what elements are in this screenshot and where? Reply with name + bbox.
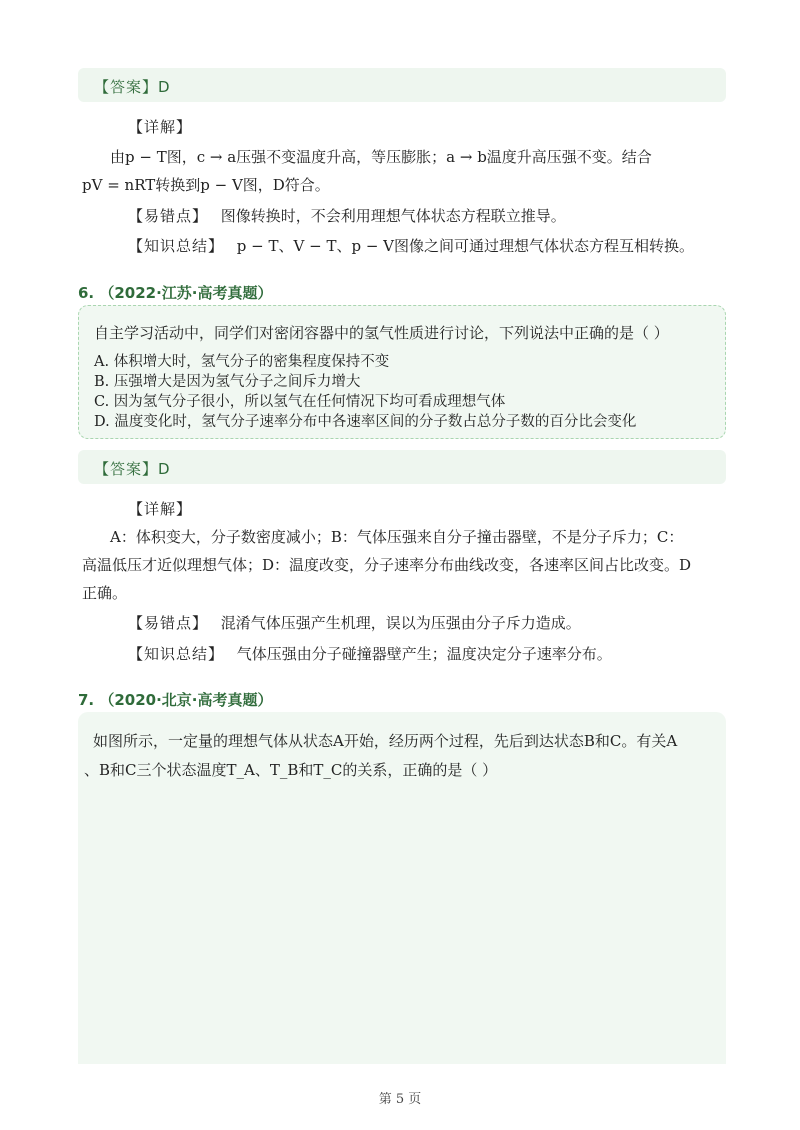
detail-text-line1: 由p − T图，c → a压强不变温度升高，等压膨胀；a → b温度升高压强不变。结合 bbox=[110, 148, 652, 166]
answer-label: 【答案】D bbox=[94, 78, 171, 96]
detail-text-line1: A：体积变大，分子数密度减小；B：气体压强来自分子撞击器壁，不是分子斥力；C： bbox=[110, 528, 684, 546]
answer-box-q5 bbox=[78, 68, 726, 102]
error-label: 【易错点】 bbox=[128, 614, 209, 632]
detail-text-line2: pV = nRT转换到p − V图，D符合。 bbox=[82, 176, 330, 194]
question-box-7 bbox=[78, 712, 726, 1064]
page-number: 第 5 页 bbox=[378, 1092, 422, 1107]
error-point bbox=[128, 203, 566, 229]
error-label: 【易错点】 bbox=[128, 207, 209, 225]
summary-label: 【知识总结】 bbox=[128, 237, 225, 255]
error-point bbox=[128, 610, 581, 636]
question-header-7: 7. （2020·北京·高考真题） bbox=[78, 691, 273, 709]
question-stem: 自主学习活动中，同学们对密闭容器中的氢气性质进行讨论，下列说法中正确的是（ ） bbox=[94, 324, 669, 342]
error-text: 混淆气体压强产生机理，误以为压强由分子斥力造成。 bbox=[220, 614, 581, 632]
detail-label: 【详解】 bbox=[128, 500, 193, 518]
detail-text-line3: 正确。 bbox=[82, 584, 128, 602]
question-stem-line2: 、B和C三个状态温度T_A、T_B和T_C的关系，正确的是（ ） bbox=[84, 761, 498, 779]
option-c: C. 因为氢气分子很小，所以氢气在任何情况下均可看成理想气体 bbox=[94, 394, 506, 410]
summary-label: 【知识总结】 bbox=[128, 645, 225, 663]
option-b: B. 压强增大是因为氢气分子之间斥力增大 bbox=[94, 374, 361, 390]
knowledge-summary bbox=[128, 641, 612, 667]
question-stem-line1: 如图所示，一定量的理想气体从状态A开始，经历两个过程，先后到达状态B和C。有关A bbox=[93, 732, 678, 750]
answer-box-q6 bbox=[78, 450, 726, 484]
error-text: 图像转换时，不会利用理想气体状态方程联立推导。 bbox=[220, 207, 566, 225]
knowledge-summary bbox=[128, 233, 694, 259]
option-a: A. 体积增大时，氢气分子的密集程度保持不变 bbox=[94, 354, 390, 370]
question-box-6 bbox=[78, 305, 726, 439]
question-header-6: 6. （2022·江苏·高考真题） bbox=[78, 284, 273, 302]
detail-label: 【详解】 bbox=[128, 118, 193, 136]
summary-text: p − T、V − T、p − V图像之间可通过理想气体状态方程互相转换。 bbox=[236, 237, 694, 255]
summary-text: 气体压强由分子碰撞器壁产生；温度决定分子速率分布。 bbox=[236, 645, 612, 663]
detail-text-line2: 高温低压才近似理想气体；D：温度改变，分子速率分布曲线改变，各速率区间占比改变。D bbox=[82, 556, 692, 574]
option-d: D. 温度变化时，氢气分子速率分布中各速率区间的分子数占总分子数的百分比会变化 bbox=[94, 414, 637, 430]
answer-label: 【答案】D bbox=[94, 460, 171, 478]
